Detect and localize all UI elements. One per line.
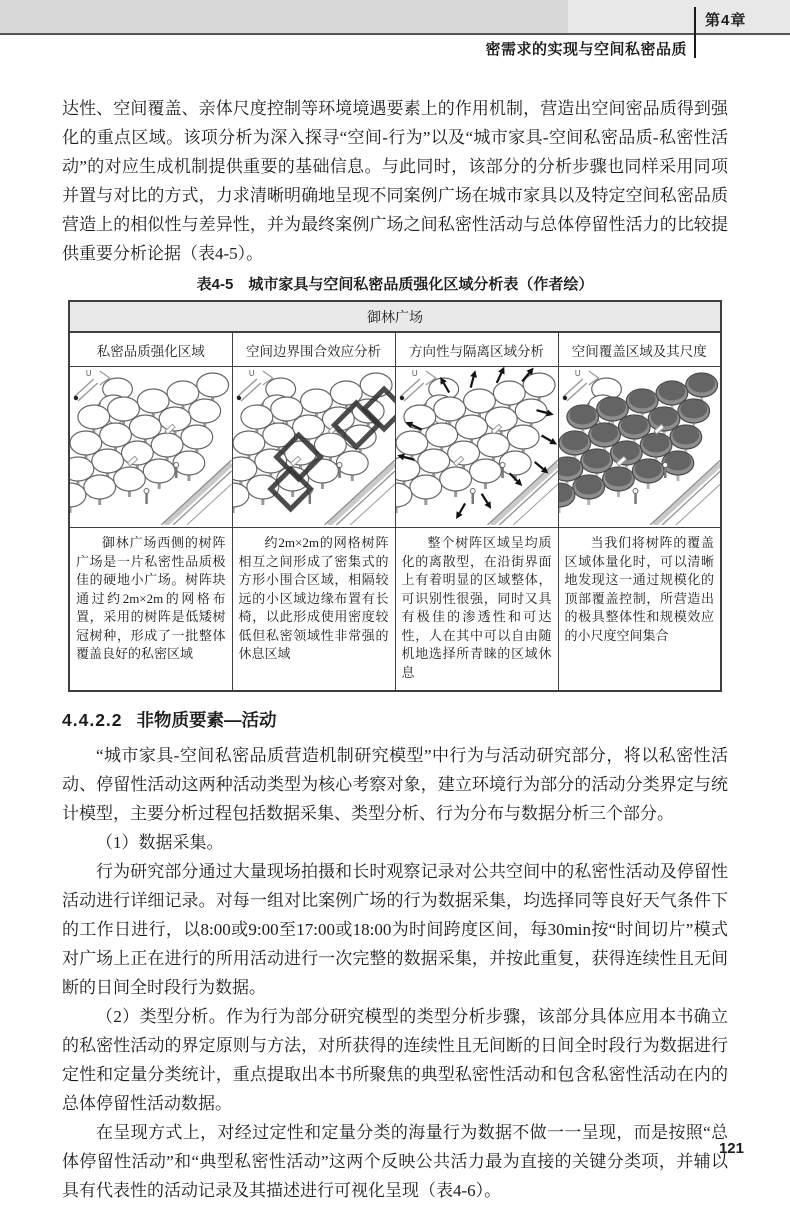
header-rule xyxy=(0,33,790,35)
table-row xyxy=(69,301,721,332)
page-content xyxy=(62,94,728,1205)
section-title: 非物质要素—活动 xyxy=(136,710,277,730)
column-header-privacy-zones: 私密品质强化区域 xyxy=(69,332,232,367)
plaza-title-cell: 御林广场 xyxy=(69,301,721,332)
svg-text:U: U xyxy=(574,368,581,379)
table-row xyxy=(69,528,721,692)
description-privacy-zones: 御林广场西侧的树阵广场是一片私密性品质极佳的硬地小广场。树阵块通过约2m×2m的网格布置，采用的树阵是低矮树冠树种，形成了一批整体覆盖良好的私密区域 xyxy=(69,528,232,692)
section-number: 4.4.2.2 xyxy=(62,710,123,730)
body-paragraph-2: 行为研究部分通过大量现场拍摄和长时观察记录对公共空间中的私密性活动及停留性活动进行详细记录。对每一组对比案例广场的行为数据采集，均选择同等良好天气条件下的工作日进行，以8:00或9:00至17:00或18:00为时间跨度区间，每30min按“时间切片”模式对广场上正在进行的所用活动进行一次完整的数据采集，并按此重复，获得连续性且无间断的日间全时段行为数据。 xyxy=(62,862,728,997)
description-direction: 整个树阵区域呈均质化的离散型，在沿街界面上有着明显的区域整体，可识别性很强，同时又具有极佳的渗透性和可达性，人在其中可以自由随机地选择所青睐的区域休息 xyxy=(395,528,558,692)
body-paragraph-4: 在呈现方式上，对经过定性和定量分类的海量行为数据不做一一呈现，而是按照“总体停留性活动”和“典型私密性活动”这两个反映公共活力最为直接的关键分类项，并辅以具有代表性的活动记录及其描述进行可视化呈现（表4-6）。 xyxy=(62,1123,728,1200)
running-title: 密需求的实现与空间私密品质 xyxy=(485,41,687,58)
diagram-cell-enclosure xyxy=(232,367,395,528)
tree-grid-enclosure-diagram xyxy=(233,367,395,525)
page-number: 121 xyxy=(718,1140,744,1157)
diagram-cell-direction xyxy=(395,367,558,528)
table-row xyxy=(69,367,721,528)
column-header-direction: 方向性与隔离区域分析 xyxy=(395,332,558,367)
tree-grid-arrows-diagram xyxy=(396,367,558,525)
description-enclosure: 约2m×2m的网格树阵相互之间形成了密集式的方形小围合区域，相隔较远的小区域边缘布置有长椅，以此形成使用密度较低但私密领域性非常强的休息区域 xyxy=(232,528,395,692)
tree-grid-plain-diagram xyxy=(70,367,232,525)
analysis-table xyxy=(68,300,722,692)
chapter-divider-line xyxy=(694,7,696,58)
header-band-left xyxy=(0,0,568,33)
svg-text:U: U xyxy=(85,368,92,379)
svg-text:U: U xyxy=(248,368,255,379)
column-header-coverage: 空间覆盖区域及其尺度 xyxy=(558,332,721,367)
description-coverage: 当我们将树阵的覆盖区域体量化时，可以清晰地发现这一通过规模化的顶部覆盖控制，所营造出的极具整体性和规模效应的小尺度空间集合 xyxy=(558,528,721,692)
body-list-item-1: （1）数据采集。 xyxy=(96,833,224,852)
intro-paragraph: 达性、空间覆盖、亲体尺度控制等环境境遇要素上的作用机制，营造出空间密品质得到强化的重点区域。该项分析为深入探寻“空间-行为”以及“城市家具-空间私密品质-私密性活动”的对应生成机制提供重要的基础信息。与此同时，该部分的分析步骤也同样采用同项并置与对比的方式，力求清晰明确地呈现不同案例广场在城市家具以及特定空间私密品质营造上的相似性与差异性，并为最终案例广场之间私密性活动与总体停留性活力的比较提供重要分析论据（表4-5）。 xyxy=(62,99,728,263)
diagram-cell-privacy-zones xyxy=(69,367,232,528)
body-paragraph-3: （2）类型分析。作为行为部分研究模型的类型分析步骤，该部分具体应用本书确立的私密性活动的界定原则与方法，对所获得的连续性且无间断的日间全时段行为数据进行定性和定量分类统计，重点提取出本书所聚焦的典型私密性活动和包含私密性活动在内的总体停留性活动数据。 xyxy=(62,1007,728,1113)
svg-text:U: U xyxy=(411,368,418,379)
table-caption: 表4-5 城市家具与空间私密品质强化区域分析表（作者绘） xyxy=(196,276,594,293)
body-paragraph-1: “城市家具-空间私密品质营造机制研究模型”中行为与活动研究部分，将以私密性活动、停留性活动这两种活动类型为核心考察对象，建立环境行为部分的活动分类界定与统计模型，主要分析过程包括数据采集、类型分析、行为分布与数据分析三个部分。 xyxy=(62,746,728,823)
header-band-right xyxy=(568,0,790,33)
table-row xyxy=(69,332,721,367)
section-heading xyxy=(62,707,728,732)
column-header-enclosure: 空间边界围合效应分析 xyxy=(232,332,395,367)
tree-grid-coverage-diagram xyxy=(559,367,721,525)
diagram-cell-coverage xyxy=(558,367,721,528)
chapter-label: 第4章 xyxy=(705,12,747,29)
